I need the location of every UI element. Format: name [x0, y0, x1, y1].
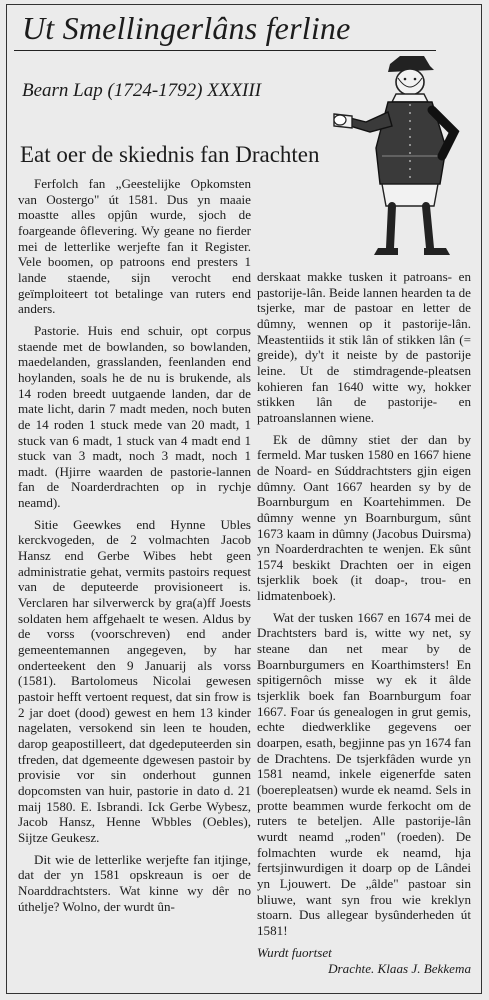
article-headline: Eat oer de skiednis fan Drachten	[20, 142, 320, 167]
paragraph: Dit wie de letterlike werjefte fan itjinge, dat der yn 1581 opskreaun is oer de Noarddrachtsters. Wat kinne wy dêr no úthelje? Wolno, der wurdt ûn-	[18, 851, 251, 914]
rubric-divider	[14, 50, 436, 51]
paragraph: derskaat makke tusken it patroans- en pastorije-lân. Beide lannen hearden ta de tsjerke, mar de pastoar en letter de dûmny, wennen op it pastorije-lân. Meastentiids it stik lân of stikken lân (= greide), dy't it neiste by de pastorije leine. Ut de stimdragende-pleatsen kohieren fan 1640 witte wy, hokker stikken lân de pastorije- en patroanslannen wiene.	[257, 269, 471, 425]
rubric-title: Ut Smellingerlâns ferline	[22, 10, 351, 46]
paragraph: Ferfolch fan „Geestelijke Opkomsten van Oostergo" út 1581. Dus yn maaie moastte alles opjûn wurde, sjoch de foargeande ôflevering. Wy geane no fierder mei de letterlike werjefte fan it Register. Vele boomen, op patroons end presters 1 lande staende, sijn verocht end geïmploiteert tot betalinge van ruters end anders.	[18, 176, 251, 317]
paragraph: Ek de dûmny stiet der dan by fermeld. Mar tusken 1580 en 1667 hiene de Noard- en Súddrachtsters gjin eigen dûmny. Oant 1667 hearden sy by de Boarnburgum en Koartehimmen. De dûmny wenne yn Boarnburgum, sûnt 1673 kaam in dûmny (Jacobus Duirsma) yn Noarderdrachten te wenjen. Ek sûnt 1574 beskikt Drachten oer in eigen tsjerklik boek (it doap-, trou- en lidmatenboek).	[257, 431, 471, 604]
paragraph: Pastorie. Huis end schuir, opt corpus staende met de bowlanden, so bowlanden, maedelanden, grasslanden, feenlanden end hoylanden, soals he de nu is brukende, als 14 roden breedt uutgaende landen, dar de mate licht, darin 7 madt meden, noch buten de 14 roden 1 stuck mede van 20 madt, 1 stuck van 6 madt, 1 stuck van 4 madt end 1 stuck van 3 madt, noch 3 madt, noch 1 madt. (Hjirre waarden de pastorie-lannen fan de Noarderdrachten op in rychje neamd).	[18, 322, 251, 511]
continuation-note: Wurdt fuortset	[257, 944, 332, 960]
author-byline: Drachte. Klaas J. Bekkema	[328, 960, 471, 976]
article-column-left	[18, 176, 251, 914]
article-column-right	[257, 269, 471, 983]
article-subtitle: Bearn Lap (1724-1792) XXXIII	[22, 80, 262, 101]
article-footer	[257, 945, 471, 977]
paragraph: Wat der tusken 1667 en 1674 mei de Drachtsters bard is, witte wy net, sy steane dan net mear by de Boarnburgumers en Koarthimsters! En spitigernôch misse wy ek it âlde tsjerklik boek fan Boarnburgum foar 1667. Foar ús genealogen in grut gemis, echte diedwerklike gegevens oer doarpen, esath, begjinne pas yn 1674 fan de Drachtens. De tsjerkfâden wurde yn 1581 neamd, inkele eigenerfde saten (boerepleatsen) wurde ek neamd. Sels in protte beammen wurde ferkocht om de ruters te beteljen. Alle pastorije-lân wurdt neamd „roden" (roeden). De folmachten wurde ek neamd, hja fertsjinwurdigen it doarp op de Lândei yn Ljouwert. De „âlde" pastoar sin bliuwe, want syn frou wie kreklyn stoarn. Dus allegear bysûnderheden út 1581!	[257, 609, 471, 938]
paragraph: Sitie Geewkes end Hynne Ubles kerckvogeden, de 2 volmachten Jacob Hansz end Gerbe Wibes hebt geen administratie gehat, vermits pastoirs request van de deputeerde provisioneert is. Verclaren har silverwerck by gra(a)ff Joests soldaten hem affgehaelt te wesen. Aldus by de vorss (voorschreven) end ander gemeentemannen angegeven, by har onderteekent den 9 Januarij als vorss (1581). Bartolomeus Nicolai gewesen pastoir hefft vertoent request, dat sin frow is 2 jar doet (dood) gewest en hem 13 kinder nagelaten, versokend sin leen te houden, darop geapostilleert, dat dgedeputeerden sin tfreden, dat dgemeente dgewesen pastoir by provisie vor sin onderhout gunnen dopcomsten van huir, pastorie in dato d. 21 maij 1580. E. Isbrandi. Ick Gerbe Wybesz, Jacob Hansz, Henne Wbbles (Oebles), Sijtze Geukesz.	[18, 516, 251, 845]
town-crier-illustration	[330, 52, 480, 262]
